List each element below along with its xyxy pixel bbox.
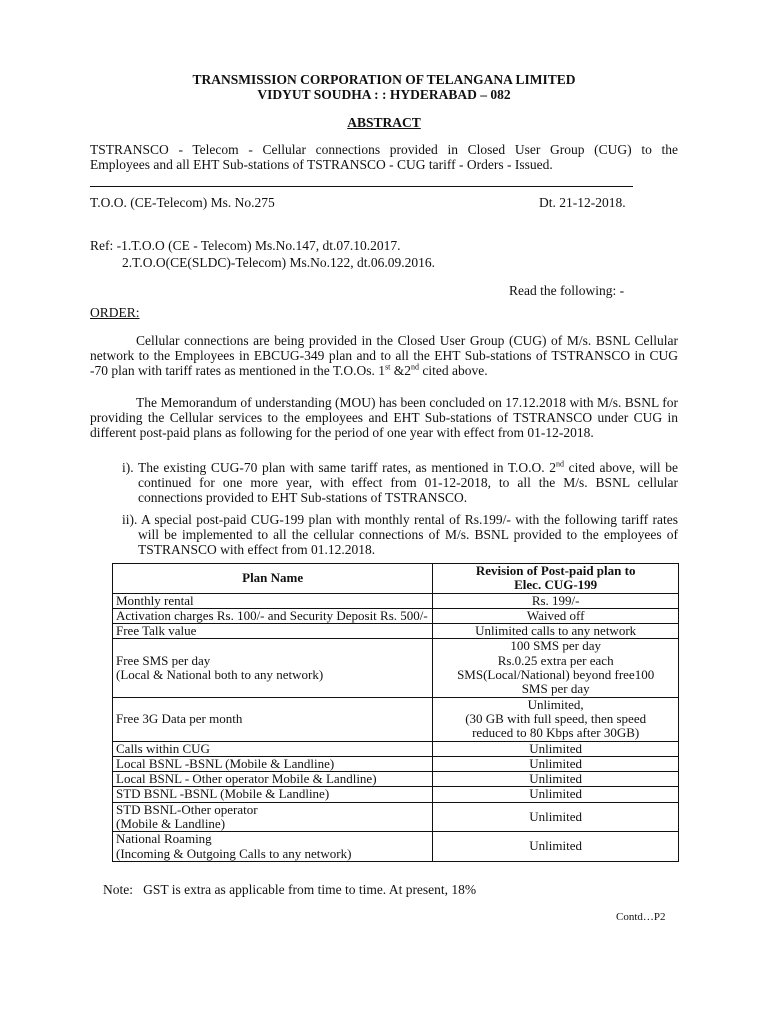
order-date: Dt. 21-12-2018. bbox=[539, 195, 626, 210]
table-header-row bbox=[113, 564, 679, 594]
table-row: STD BSNL -BSNL (Mobile & Landline) Unlimited bbox=[113, 787, 679, 802]
subject-line-2: Employees and all EHT Sub-stations of TSTRANSCO - CUG tariff - Orders - Issued. bbox=[90, 157, 553, 172]
horizontal-rule bbox=[90, 186, 633, 187]
order-heading: ORDER: bbox=[90, 305, 140, 320]
order-paragraph-1: Cellular connections are being provided in the Closed User Group (CUG) of M/s. BSNL Cellular network to the Employees in EBCUG-349 plan and to all the EHT Sub-stations of TSTRANSCO in CUG -70 plan with tariff rates as mentioned in the T.O.Os. 1st &2nd cited above. bbox=[90, 333, 678, 378]
read-following: Read the following: - bbox=[509, 283, 625, 298]
table-header-plan-name: Plan Name bbox=[113, 564, 433, 594]
table-row: Calls within CUG Unlimited bbox=[113, 741, 679, 756]
table-header-revision: Revision of Post-paid plan to Elec. CUG-199 bbox=[433, 564, 679, 594]
org-title: TRANSMISSION CORPORATION OF TELANGANA LIMITED bbox=[192, 72, 576, 87]
table-row: Monthly rental Rs. 199/- bbox=[113, 593, 679, 608]
table-row: STD BSNL-Other operator (Mobile & Landline) Unlimited bbox=[113, 802, 679, 832]
table-row: Free 3G Data per month Unlimited, (30 GB with full speed, then speed reduced to 80 Kbps after 30GB) bbox=[113, 697, 679, 741]
continued-marker: Contd…P2 bbox=[616, 911, 666, 923]
org-address: VIDYUT SOUDHA : : HYDERABAD – 082 bbox=[257, 87, 511, 102]
reference-2: 2.T.O.O(CE(SLDC)-Telecom) Ms.No.122, dt.06.09.2016. bbox=[122, 255, 436, 270]
reference-1: Ref: -1.T.O.O (CE - Telecom) Ms.No.147, dt.07.10.2017. bbox=[90, 238, 401, 253]
table-row: Activation charges Rs. 100/- and Security Deposit Rs. 500/- Waived off bbox=[113, 608, 679, 623]
table-row: National Roaming (Incoming & Outgoing Calls to any network) Unlimited bbox=[113, 832, 679, 862]
order-number: T.O.O. (CE-Telecom) Ms. No.275 bbox=[90, 195, 275, 210]
order-item-2: ii). A special post-paid CUG-199 plan with monthly rental of Rs.199/- with the following tariff rates will be implemented to all the cellular connections of M/s. BSNL provided to the employees of TSTRANSCO with effect from 01.12.2018. bbox=[122, 512, 678, 557]
table-row: Free SMS per day (Local & National both to any network) 100 SMS per day Rs.0.25 extra per each SMS(Local/National) beyond free100 SMS per day bbox=[113, 639, 679, 697]
subject-line-1: TSTRANSCO - Telecom - Cellular connections provided in Closed User Group (CUG) to the bbox=[90, 142, 678, 157]
gst-note: Note: GST is extra as applicable from time to time. At present, 18% bbox=[103, 882, 477, 897]
order-paragraph-2: The Memorandum of understanding (MOU) has been concluded on 17.12.2018 with M/s. BSNL for providing the Cellular services to the employees and EHT Sub-stations of TSTRANSCO under CUG in different post-paid plans as following for the period of one year with effect from 01-12-2018. bbox=[90, 395, 678, 440]
table-row: Local BSNL -BSNL (Mobile & Landline) Unlimited bbox=[113, 756, 679, 771]
table-row: Free Talk value Unlimited calls to any network bbox=[113, 624, 679, 639]
tariff-table bbox=[112, 563, 679, 862]
abstract-heading: ABSTRACT bbox=[347, 115, 421, 130]
order-item-1: i). The existing CUG-70 plan with same tariff rates, as mentioned in T.O.O. 2nd cited above, will be continued for one more year, with effect from 01-12-2018, to all the M/s. BSNL cellular connections provided to EHT Sub-stations of TSTRANSCO. bbox=[122, 459, 678, 505]
table-row: Local BSNL - Other operator Mobile & Landline) Unlimited bbox=[113, 772, 679, 787]
